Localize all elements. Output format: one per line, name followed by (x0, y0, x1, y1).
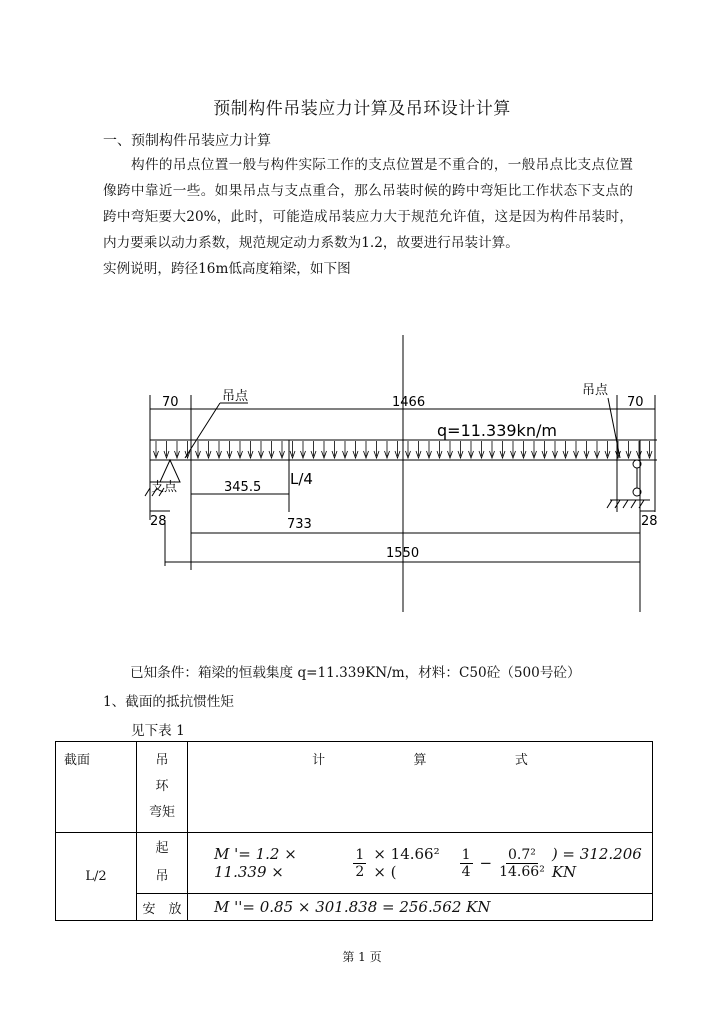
label-1466: 1466 (392, 395, 426, 410)
known-conditions: 已知条件：箱梁的恒载集度 q=11.339KN/m，材料：C50砼（500号砼） (130, 665, 581, 681)
section-heading-inertia: 1、截面的抵抗惯性矩 (103, 694, 234, 710)
fraction-quarter: $\frac{1}{4}$ (461, 846, 471, 880)
label-70-right: 70 (627, 395, 644, 410)
paragraph-text: 构件的吊点位置一般与构件实际工作的支点位置是不重合的，一般吊点比支点位置像跨中靠近一些。如果吊点与支点重合，那么吊装时候的跨中弯矩比工作状态下支点的跨中弯矩要大20%，此时，可能造成吊装应力大于规范允许值，这是因为构件吊装时，内力要乘以动力系数，规范规定动力系数为1.2，故要进行吊装计算。 (103, 157, 633, 251)
formula-place: M ''= 0.85 × 301.838 = 256.562 KN (214, 898, 491, 916)
page-footer: 第 1 页 (342, 950, 382, 964)
label-support: 支点 (151, 480, 178, 495)
label-L4: L/4 (290, 470, 313, 488)
label-28-left: 28 (150, 514, 167, 529)
section-heading-1: 一、预制构件吊装应力计算 (103, 133, 271, 149)
label-345: 345.5 (224, 480, 262, 495)
paragraph-intro (103, 152, 633, 282)
table-header-row (56, 742, 653, 833)
place-label-cell: 安 放 (137, 894, 188, 921)
header-moment: 吊 环 弯矩 (137, 742, 188, 833)
lift-label-cell: 起 吊 (137, 833, 188, 894)
page-title: 预制构件吊装应力计算及吊环设计计算 (213, 99, 511, 119)
label-hangpoint-left: 吊点 (222, 389, 249, 404)
beam-diagram (0, 330, 724, 620)
header-formula: 计 算 式 (188, 742, 653, 833)
formula-lift-cell (188, 833, 653, 894)
table-row-place (56, 894, 653, 921)
label-28-right: 28 (641, 514, 658, 529)
fraction-half: $\frac{1}{2}$ (355, 846, 365, 880)
label-70-left: 70 (162, 395, 179, 410)
formula-place-cell (188, 894, 653, 921)
example-line: 实例说明，跨径16m低高度箱梁，如下图 (103, 261, 351, 277)
support-left (160, 460, 180, 482)
label-q: q=11.339kn/m (437, 421, 557, 440)
hang-leader-left (185, 403, 220, 458)
header-section: 截面 (56, 742, 137, 833)
calc-table (55, 741, 653, 921)
label-1550: 1550 (386, 546, 420, 561)
formula-lift: M '= 1.2 × 11.339 × $\frac{1}{2}$ × 14.66² × ( $\frac{1}{4}$ − $\frac{\text{0.7²}}{\text{14.66²}}$ ) = 312.206 KN (214, 845, 642, 881)
row-label-cell: L/2 (56, 833, 137, 921)
see-table-note: 见下表 1 (131, 723, 185, 739)
fraction-ratio: $\frac{\text{0.7²}}{\text{14.66²}}$ (499, 846, 545, 880)
label-hangpoint-right: 吊点 (582, 383, 609, 398)
label-733: 733 (287, 517, 312, 532)
table-row-lift (56, 833, 653, 894)
